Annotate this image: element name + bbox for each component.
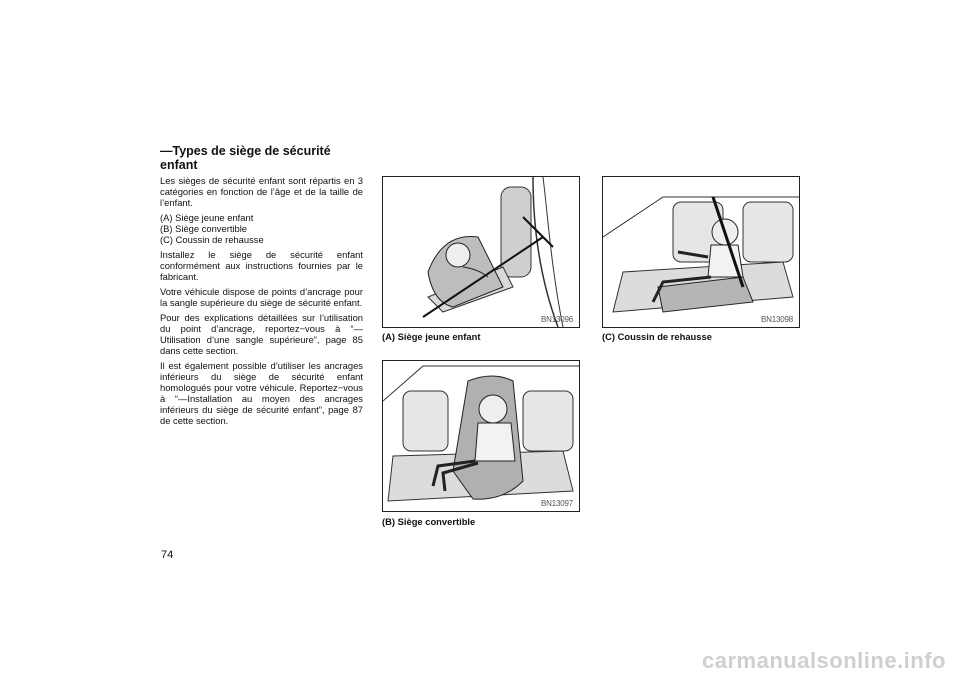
figure-convertible-seat (382, 360, 580, 512)
figure-code: BN13096 (541, 315, 573, 324)
list-item: (C) Coussin de rehausse (160, 234, 264, 245)
list-item: (B) Siège convertible (160, 223, 248, 234)
infant-seat-illustration (383, 177, 579, 327)
watermark: carmanualsonline.info (702, 648, 946, 673)
paragraph: Votre véhicule dispose de points d’ancrage pour la sangle supérieure du siège de sécurité enfant. (160, 286, 363, 308)
body-text (160, 175, 363, 430)
figure-caption: (C) Coussin de rehausse (602, 331, 712, 342)
figure-caption: (A) Siège jeune enfant (382, 331, 481, 342)
figure-booster-seat (602, 176, 800, 328)
section-heading: —Types de siège de sécurité enfant (160, 144, 331, 172)
figure-caption: (B) Siège convertible (382, 516, 476, 527)
figure-infant-seat (382, 176, 580, 328)
list-item: (A) Siège jeune enfant (160, 212, 254, 223)
page-number: 74 (161, 549, 174, 561)
seat-type-list (160, 212, 363, 245)
convertible-seat-illustration (383, 361, 579, 511)
booster-seat-illustration (603, 177, 799, 327)
figure-code: BN13098 (761, 315, 793, 324)
paragraph: Installez le siège de sécurité enfant conformément aux instructions fournies par le fabricant. (160, 249, 363, 282)
figure-code: BN13097 (541, 499, 573, 508)
paragraph: Les sièges de sécurité enfant sont répartis en 3 catégories en fonction de l’âge et de la taille de l’enfant. (160, 175, 363, 208)
paragraph: Pour des explications détaillées sur l’utilisation du point d’ancrage, reportez−vous à “—Utilisation d’une sangle supérieure”, page 85 dans cette section. (160, 312, 363, 356)
paragraph: Il est également possible d’utiliser les ancrages inférieurs du siège de sécurité enfant homologués pour votre véhicule. Reportez−vous à “—Installation au moyen des ancrages inférieurs du siège de sécurité enfant”, page 87 de cette section. (160, 360, 363, 426)
